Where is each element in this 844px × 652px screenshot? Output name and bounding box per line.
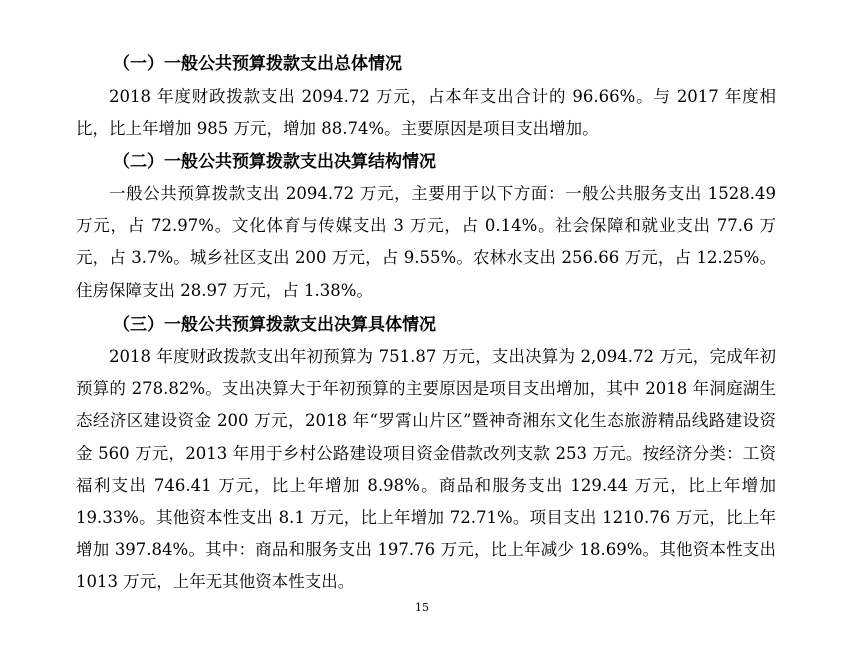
page-number: 15 [415,601,429,614]
section-2-paragraph: 一般公共预算拨款支出 2094.72 万元，主要用于以下方面：一般公共服务支出 1528.49 万元，占 72.97%。文化体育与传媒支出 3 万元，占 0.14%。社会保障和就业支出 77.6 万元，占 3.7%。城乡社区支出 200 万元，占 9.55%。农林水支出 256.66 万元，占 12.25%。住房保障支出 28.97 万元，占 1.38%。 [76,184,776,300]
section-1-paragraph: 2018 年度财政拨款支出 2094.72 万元，占本年支出合计的 96.66%。与 2017 年度相比，比上年增加 985 万元，增加 88.74%。主要原因是项目支出增加。 [76,87,776,139]
section-2-heading: （二）一般公共预算拨款支出决算结构情况 [113,152,436,172]
section-3-paragraph: 2018 年度财政拨款支出年初预算为 751.87 万元，支出决算为 2,094.72 万元，完成年初预算的 278.82%。支出决算大于年初预算的主要原因是项目支出增加，其中 2018 年洞庭湖生态经济区建设资金 200 万元，2018 年“罗霄山片区”暨神奇湘东文化生态旅游精品线路建设资金 560 万元，2013 年用于乡村公路建设项目资金借款改列支款 253 万元。按经济分类：工资福利支出 746.41 万元，比上年增加 8.98%。商品和服务支出 129.44 万元，比上年增加 19.33%。其他资本性支出 8.1 万元，比上年增加 72.71%。项目支出 1210.76 万元，比上年增加 397.84%。其中：商品和服务支出 197.76 万元，比上年减少 18.69%。其他资本性支出 1013 万元，上年无其他资本性支出。 [76,347,776,592]
section-1-heading: （一）一般公共预算拨款支出总体情况 [113,54,402,74]
section-3-heading: （三）一般公共预算拨款支出决算具体情况 [113,315,436,335]
